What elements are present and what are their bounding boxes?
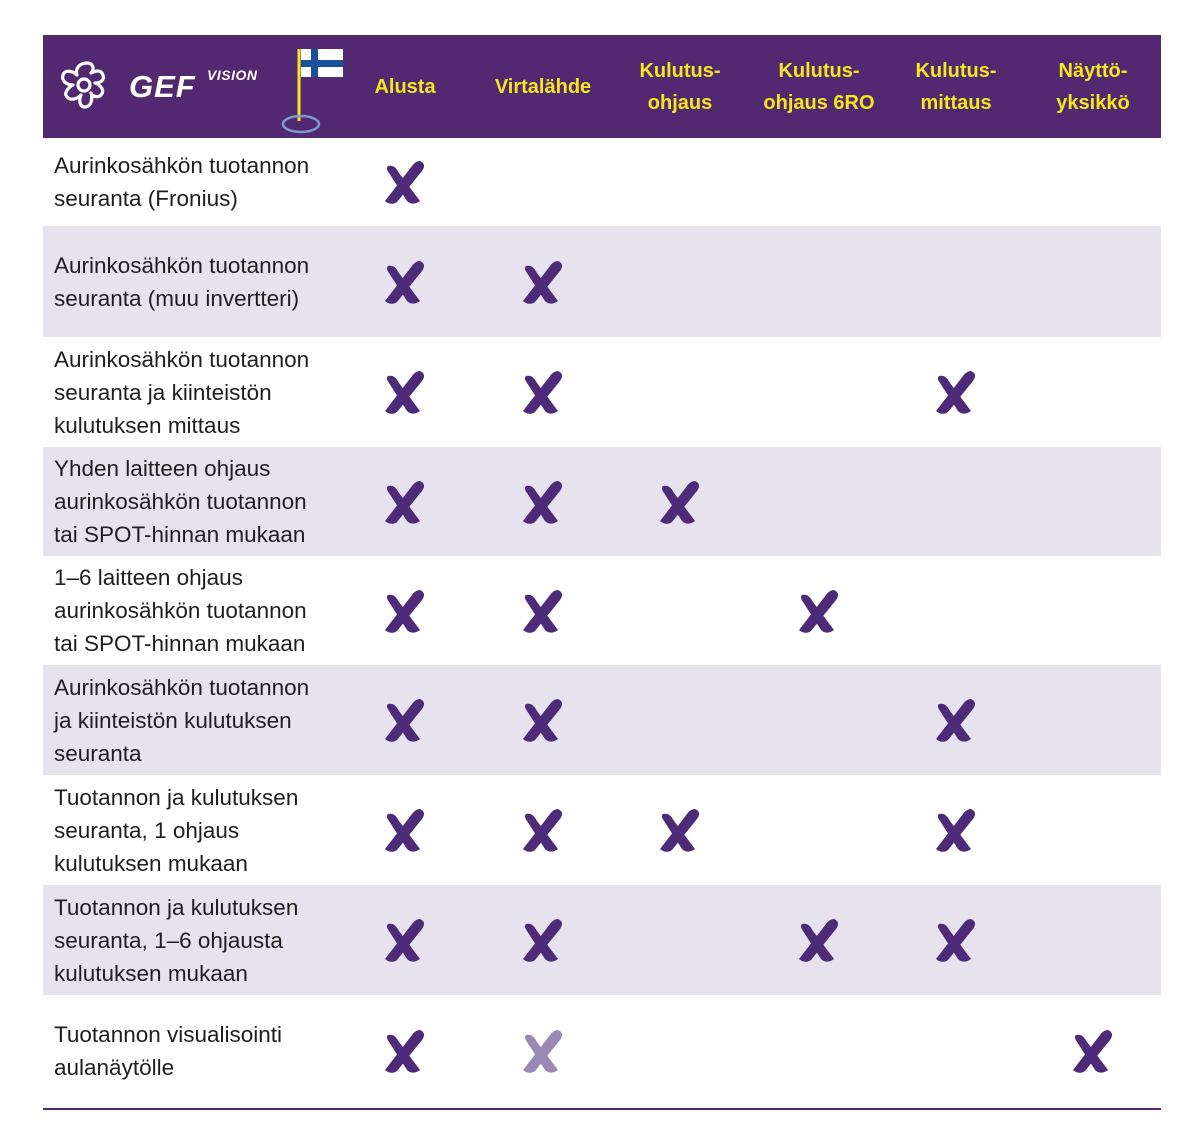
table-row: [43, 995, 1161, 1107]
x-mark-icon: [794, 585, 844, 637]
x-mark-icon: [380, 694, 430, 746]
table-row: [43, 665, 1161, 775]
column-header-4: Kulutus- ohjaus 6RO: [763, 59, 875, 114]
brand-name: GEF: [129, 69, 196, 104]
column-header-3: Kulutus- ohjaus: [639, 59, 721, 114]
x-mark-icon: [794, 914, 844, 966]
x-mark-icon: [518, 1025, 568, 1077]
x-mark-icon: [655, 804, 705, 856]
row-label: Aurinkosähkön tuotannon seuranta (muu invertteri): [54, 252, 310, 311]
x-mark-icon: [1068, 1025, 1118, 1077]
x-mark-icon: [380, 804, 430, 856]
x-mark-icon: [518, 366, 568, 418]
column-header-6: Näyttö- yksikkö: [1056, 59, 1130, 114]
x-mark-icon: [518, 694, 568, 746]
x-mark-icon: [380, 1025, 430, 1077]
bottom-divider: [43, 1108, 1161, 1110]
finnish-flag-icon: [279, 45, 347, 135]
row-label: Aurinkosähkön tuotannon seuranta ja kiinteistön kulutuksen mittaus: [54, 346, 310, 438]
table-row: [43, 337, 1161, 447]
table-row: [43, 556, 1161, 665]
row-label: Aurinkosähkön tuotannon ja kiinteistön kulutuksen seuranta: [54, 674, 310, 766]
x-mark-icon: [380, 156, 430, 208]
table-header: [43, 35, 1161, 138]
x-mark-icon: [380, 585, 430, 637]
x-mark-icon: [518, 804, 568, 856]
row-label: 1–6 laitteen ohjaus aurinkosähkön tuotannon tai SPOT-hinnan mukaan: [54, 565, 307, 656]
row-label: Tuotannon visualisointi aulanäytölle: [54, 1022, 283, 1080]
table-body: [43, 138, 1161, 1107]
x-mark-icon: [518, 585, 568, 637]
row-label: Yhden laitteen ohjaus aurinkosähkön tuotannon tai SPOT-hinnan mukaan: [54, 456, 307, 547]
table-row: [43, 226, 1161, 337]
x-mark-icon: [518, 914, 568, 966]
x-mark-icon: [380, 366, 430, 418]
row-label: Aurinkosähkön tuotannon seuranta (Fronius): [54, 153, 310, 211]
table-row: [43, 447, 1161, 556]
x-mark-icon: [931, 804, 981, 856]
table-row: [43, 775, 1161, 885]
brand-logo: [43, 35, 363, 138]
brand-tagline: VISION: [207, 67, 258, 83]
column-header-1: Alusta: [374, 75, 436, 98]
compatibility-table: [43, 35, 1161, 1107]
x-mark-icon: [518, 476, 568, 528]
x-mark-icon: [931, 914, 981, 966]
row-label: Tuotannon ja kulutuksen seuranta, 1 ohjaus kulutuksen mukaan: [54, 784, 299, 876]
gef-logo-icon: [55, 57, 119, 121]
column-header-2: Virtalähde: [494, 75, 592, 98]
x-mark-icon: [518, 256, 568, 308]
row-label: Tuotannon ja kulutuksen seuranta, 1–6 ohjausta kulutuksen mukaan: [54, 894, 299, 986]
x-mark-icon: [655, 476, 705, 528]
x-mark-icon: [931, 366, 981, 418]
x-mark-icon: [380, 914, 430, 966]
table-row: [43, 138, 1161, 226]
table-row: [43, 885, 1161, 995]
x-mark-icon: [380, 256, 430, 308]
column-header-5: Kulutus- mittaus: [915, 59, 997, 114]
x-mark-icon: [931, 694, 981, 746]
x-mark-icon: [380, 476, 430, 528]
